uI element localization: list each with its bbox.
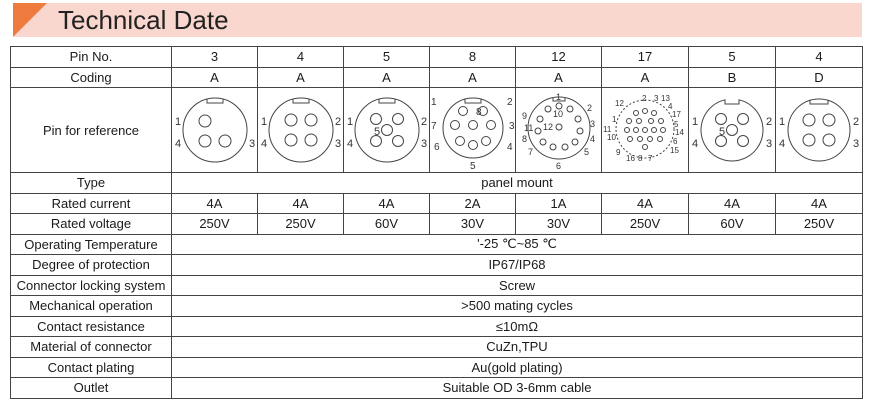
- label-coding: Coding: [11, 67, 172, 88]
- row-type: [11, 173, 863, 194]
- cell-rated-voltage: 30V: [516, 214, 602, 235]
- pin-label: 11: [603, 125, 612, 134]
- label-pin-reference: Pin for reference: [11, 88, 172, 173]
- pin-label: 16: [626, 154, 635, 163]
- pin-label: 3: [421, 138, 428, 150]
- pin-label: 6: [556, 161, 562, 171]
- pin-label: 13: [661, 94, 670, 103]
- pin-label: 6: [673, 137, 678, 146]
- pin-label: 2: [642, 94, 647, 103]
- pin-label: 1: [612, 115, 617, 124]
- label-contact-resistance: Contact resistance: [11, 316, 172, 337]
- cell-pin-no: 8: [430, 47, 516, 68]
- row-outlet: [11, 378, 863, 399]
- label-outlet: Outlet: [11, 378, 172, 399]
- pin-label: 5: [584, 147, 590, 157]
- label-operating-temperature: Operating Temperature: [11, 234, 172, 255]
- cell-contact-plating: Au(gold plating): [172, 357, 863, 378]
- label-material: Material of connector: [11, 337, 172, 358]
- pin-label: 2: [335, 116, 342, 128]
- pin-label: 8: [476, 107, 482, 118]
- pin-label: 5: [374, 126, 381, 138]
- pin-label: 4: [668, 102, 673, 111]
- cell-rated-voltage: 250V: [258, 214, 344, 235]
- cell-rated-current: 4A: [344, 193, 430, 214]
- pin-label: 10: [607, 133, 616, 142]
- cell-diagram: [258, 88, 344, 173]
- pin-label: 7: [528, 147, 534, 157]
- cell-rated-current: 4A: [602, 193, 689, 214]
- cell-rated-voltage: 60V: [689, 214, 776, 235]
- pin-label: 9: [522, 111, 528, 121]
- pin4-diagram: [258, 89, 344, 171]
- pin-label: 7: [648, 154, 653, 163]
- pin-label: 4: [779, 138, 786, 150]
- label-locking-system: Connector locking system: [11, 275, 172, 296]
- label-contact-plating: Contact plating: [11, 357, 172, 378]
- label-degree-of-protection: Degree of protection: [11, 255, 172, 276]
- pin-label: 3: [853, 138, 860, 150]
- pin-label: 4: [692, 138, 699, 150]
- cell-diagram: [516, 88, 602, 173]
- row-operating-temperature: [11, 234, 863, 255]
- cell-coding: A: [172, 67, 258, 88]
- banner-accent-triangle: [13, 3, 47, 37]
- cell-diagram: [602, 88, 689, 173]
- cell-rated-current: 4A: [689, 193, 776, 214]
- pin-label: 5: [674, 120, 679, 129]
- label-mechanical-operation: Mechanical operation: [11, 296, 172, 317]
- cell-pin-no: 4: [258, 47, 344, 68]
- cell-degree-of-protection: IP67/IP68: [172, 255, 863, 276]
- pin-label: 1: [347, 116, 354, 128]
- row-coding: [11, 67, 863, 88]
- label-type: Type: [11, 173, 172, 194]
- pin-label: 4: [261, 138, 268, 150]
- pin-label: 7: [431, 121, 437, 132]
- pin-label: 4: [175, 138, 182, 150]
- label-rated-voltage: Rated voltage: [11, 214, 172, 235]
- cell-pin-no: 4: [776, 47, 863, 68]
- cell-coding: A: [516, 67, 602, 88]
- row-pin-reference: [11, 88, 863, 173]
- cell-rated-voltage: 30V: [430, 214, 516, 235]
- pin-label: 3: [509, 121, 515, 132]
- cell-coding: A: [258, 67, 344, 88]
- cell-pin-no: 5: [344, 47, 430, 68]
- pin-label: 5: [719, 126, 726, 138]
- pin-label: 14: [675, 128, 684, 137]
- pin-label: 12: [543, 122, 554, 132]
- cell-contact-resistance: ≤10mΩ: [172, 316, 863, 337]
- pin-label: 15: [670, 146, 679, 155]
- pin-label: 2: [766, 116, 773, 128]
- pin8-diagram: [430, 89, 516, 171]
- cell-rated-voltage: 250V: [602, 214, 689, 235]
- cell-locking-system: Screw: [172, 275, 863, 296]
- row-material: [11, 337, 863, 358]
- cell-diagram: [689, 88, 776, 173]
- row-degree-of-protection: [11, 255, 863, 276]
- pin3-diagram: [172, 89, 258, 171]
- pin-label: 1: [431, 97, 437, 108]
- pin-label: 1: [175, 116, 182, 128]
- cell-rated-current: 4A: [172, 193, 258, 214]
- cell-rated-voltage: 250V: [172, 214, 258, 235]
- pin-label: 10: [553, 109, 564, 119]
- pin-label: 9: [616, 148, 621, 157]
- pin17-diagram: [602, 89, 688, 171]
- pin5-diagram: [344, 89, 430, 171]
- cell-rated-current: 1A: [516, 193, 602, 214]
- cell-rated-current: 4A: [258, 193, 344, 214]
- pin-label: 3: [654, 94, 659, 103]
- pin-label: 17: [672, 110, 681, 119]
- row-pin-no: [11, 47, 863, 68]
- cell-coding: A: [344, 67, 430, 88]
- cell-diagram: [776, 88, 863, 173]
- pin-label: 2: [853, 116, 860, 128]
- pin-label: 2: [421, 116, 428, 128]
- cell-rated-voltage: 60V: [344, 214, 430, 235]
- pin-label: 3: [590, 119, 596, 129]
- row-mechanical-operation: [11, 296, 863, 317]
- cell-operating-temperature: '-25 ℃~85 ℃: [172, 234, 863, 255]
- pin-label: 2: [587, 103, 593, 113]
- label-pin-no: Pin No.: [11, 47, 172, 68]
- pin4d-diagram: [776, 89, 862, 171]
- pin-label: 3: [249, 138, 256, 150]
- pin-label: 6: [434, 142, 440, 153]
- cell-diagram: [172, 88, 258, 173]
- row-locking-system: [11, 275, 863, 296]
- cell-pin-no: 3: [172, 47, 258, 68]
- cell-outlet: Suitable OD 3-6mm cable: [172, 378, 863, 399]
- cell-coding: A: [430, 67, 516, 88]
- cell-pin-no: 17: [602, 47, 689, 68]
- cell-pin-no: 12: [516, 47, 602, 68]
- pin-label: 4: [507, 142, 513, 153]
- page-title: Technical Date: [58, 5, 229, 35]
- pin-label: 4: [347, 138, 354, 150]
- cell-coding: A: [602, 67, 689, 88]
- label-rated-current: Rated current: [11, 193, 172, 214]
- cell-type: panel mount: [172, 173, 863, 194]
- cell-pin-no: 5: [689, 47, 776, 68]
- pin-label: 1: [556, 92, 562, 102]
- cell-material: CuZn,TPU: [172, 337, 863, 358]
- row-rated-voltage: [11, 214, 863, 235]
- cell-rated-current: 2A: [430, 193, 516, 214]
- pin-label: 3: [335, 138, 342, 150]
- pin-label: 8: [638, 154, 643, 163]
- spec-table: [10, 46, 863, 399]
- pin-label: 4: [590, 134, 596, 144]
- cell-coding: B: [689, 67, 776, 88]
- cell-rated-voltage: 250V: [776, 214, 863, 235]
- pin5b-diagram: [689, 89, 775, 171]
- row-contact-plating: [11, 357, 863, 378]
- pin-label: 8: [522, 134, 528, 144]
- cell-mechanical-operation: >500 mating cycles: [172, 296, 863, 317]
- cell-diagram: [430, 88, 516, 173]
- cell-coding: D: [776, 67, 863, 88]
- pin12-diagram: [516, 89, 602, 171]
- row-rated-current: [11, 193, 863, 214]
- cell-rated-current: 4A: [776, 193, 863, 214]
- pin-label: 2: [507, 97, 513, 108]
- pin-label: 1: [779, 116, 786, 128]
- pin-label: 5: [470, 161, 476, 171]
- pin-label: 3: [766, 138, 773, 150]
- row-contact-resistance: [11, 316, 863, 337]
- pin-label: 1: [261, 116, 268, 128]
- pin-label: 11: [524, 123, 534, 133]
- pin-label: 12: [615, 99, 624, 108]
- pin-label: 1: [692, 116, 699, 128]
- cell-diagram: [344, 88, 430, 173]
